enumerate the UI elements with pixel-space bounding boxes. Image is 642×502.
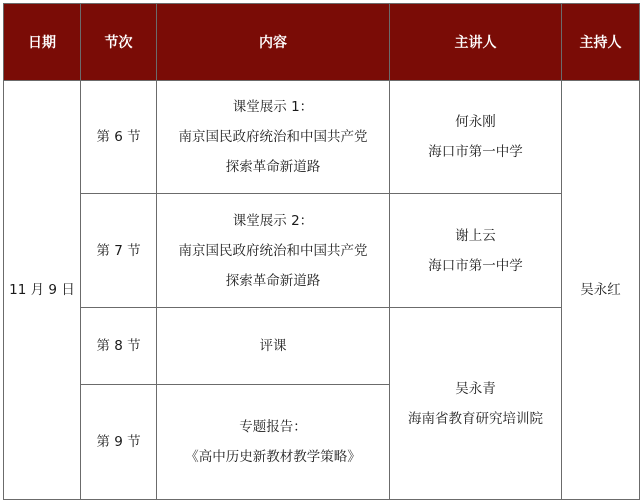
speaker-cell — [390, 308, 562, 500]
content-line: 探索革命新道路 — [225, 272, 321, 289]
content-line: 南京国民政府统治和中国共产党 — [178, 242, 368, 259]
session-cell: 第 8 节 — [81, 308, 157, 385]
session-cell: 第 9 节 — [81, 385, 157, 500]
speaker-name: 何永刚 — [455, 114, 496, 130]
content-cell — [157, 308, 390, 385]
content-line: 《高中历史新教材教学策略》 — [185, 449, 361, 465]
speaker-cell — [390, 194, 562, 308]
content-line: 探索革命新道路 — [225, 159, 321, 175]
speaker-name: 谢上云 — [455, 227, 496, 244]
table-row — [4, 308, 640, 385]
content-line: 南京国民政府统治和中国共产党 — [178, 129, 368, 145]
speaker-cell — [390, 81, 562, 194]
speaker-affiliation: 海南省教育研究培训院 — [408, 410, 543, 427]
content-line: 课堂展示 2： — [232, 212, 314, 229]
speaker-affiliation: 海口市第一中学 — [428, 257, 523, 274]
session-cell: 第 7 节 — [81, 194, 157, 308]
header-host: 主持人 — [562, 4, 640, 81]
speaker-name: 吴永青 — [455, 380, 496, 397]
content-line: 评课 — [259, 338, 287, 354]
content-cell — [157, 385, 390, 500]
content-line: 课堂展示 1： — [232, 99, 314, 115]
speaker-affiliation: 海口市第一中学 — [428, 144, 523, 160]
schedule-table — [3, 3, 640, 500]
date-cell: 11 月 9 日 — [4, 81, 81, 500]
host-cell: 吴永红 — [562, 81, 640, 500]
header-date: 日期 — [4, 4, 81, 81]
content-line: 专题报告： — [239, 419, 307, 435]
header-session: 节次 — [81, 4, 157, 81]
content-cell — [157, 194, 390, 308]
header-content: 内容 — [157, 4, 390, 81]
header-row — [4, 4, 640, 81]
header-speaker: 主讲人 — [390, 4, 562, 81]
content-cell — [157, 81, 390, 194]
table-row — [4, 194, 640, 308]
session-cell: 第 6 节 — [81, 81, 157, 194]
table-row — [4, 81, 640, 194]
